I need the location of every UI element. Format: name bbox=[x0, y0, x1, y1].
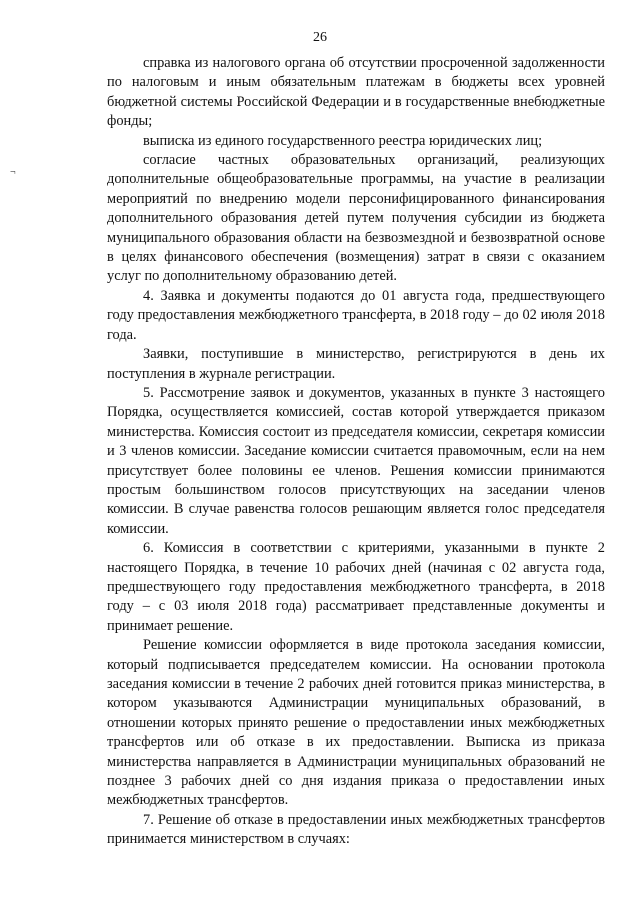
paragraph-commission-decision: Решение комиссии оформляется в виде протокола заседания комиссии, который подписывается председателем комиссии. На основании протокола заседания комиссии в течение 2 рабочих дней готовится приказ министерства, в котором указываются Администрации муниципальных образований, в отношении которых принято решение о предоставлении иных межбюджетных трансфертов или об отказе в их предоставлении. Выписка из приказа министерства направляется в Администрации муниципальных образований не позднее 3 рабочих дней со дня издания приказа о предоставлении иных межбюджетных трансфертов. bbox=[107, 637, 605, 809]
paragraph-registration: Заявки, поступившие в министерство, регистрируются в день их поступления в журнале регистрации. bbox=[107, 346, 605, 382]
paragraph-registry-extract: выписка из единого государственного реестра юридических лиц; bbox=[143, 132, 543, 149]
paragraph-tax-certificate: справка из налогового органа об отсутствии просроченной задолженности по налоговым и иным обязательным платежам в бюджеты всех уровней бюджетной системы Российской Федерации и в государственные внебюджетные фонды; bbox=[107, 55, 605, 130]
paragraph-item-6: 6. Комиссия в соответствии с критериями, указанными в пункте 2 настоящего Порядка, в течение 10 рабочих дней (начиная с 02 августа года, предшествующего году предоставления межбюджетного трансферта, в 2018 году – с 03 июля 2018 года) рассматривает представленные документы и принимает решение. bbox=[107, 540, 605, 634]
paragraph-item-5: 5. Рассмотрение заявок и документов, указанных в пункте 3 настоящего Порядка, осуществляется комиссией, состав которой утверждается приказом министерства. Комиссия состоит из председателя комиссии, секретаря комиссии и 3 членов комиссии. Заседание комиссии считается правомочным, если на нем присутствует более половины ее членов. Решения комиссии принимаются простым большинством голосов присутствующих на заседании членов комиссии. В случае равенства голосов решающим является голос председателя комиссии. bbox=[107, 384, 605, 537]
margin-mark: ¬ bbox=[10, 167, 16, 178]
paragraph-item-4: 4. Заявка и документы подаются до 01 августа года, предшествующего году предоставления межбюджетного трансферта, в 2018 году – до 02 июля 2018 года. bbox=[107, 287, 605, 343]
paragraph-consent: согласие частных образовательных организаций, реализующих дополнительные общеобразовательные программы, на участие в реализации мероприятий по внедрению модели персонифицированного финансирования дополнительного образования детей путем получения субсидии из бюджета муниципального образования области на безвозмездной и безвозвратной основе в целях финансового обеспечения (возмещения) затрат в связи с оказанием услуг по дополнительному образованию детей. bbox=[107, 152, 605, 285]
paragraph-item-7: 7. Решение об отказе в предоставлении иных межбюджетных трансфертов принимается министерством в случаях: bbox=[107, 811, 605, 848]
document-body bbox=[107, 54, 605, 850]
page-number: 26 bbox=[313, 30, 327, 45]
